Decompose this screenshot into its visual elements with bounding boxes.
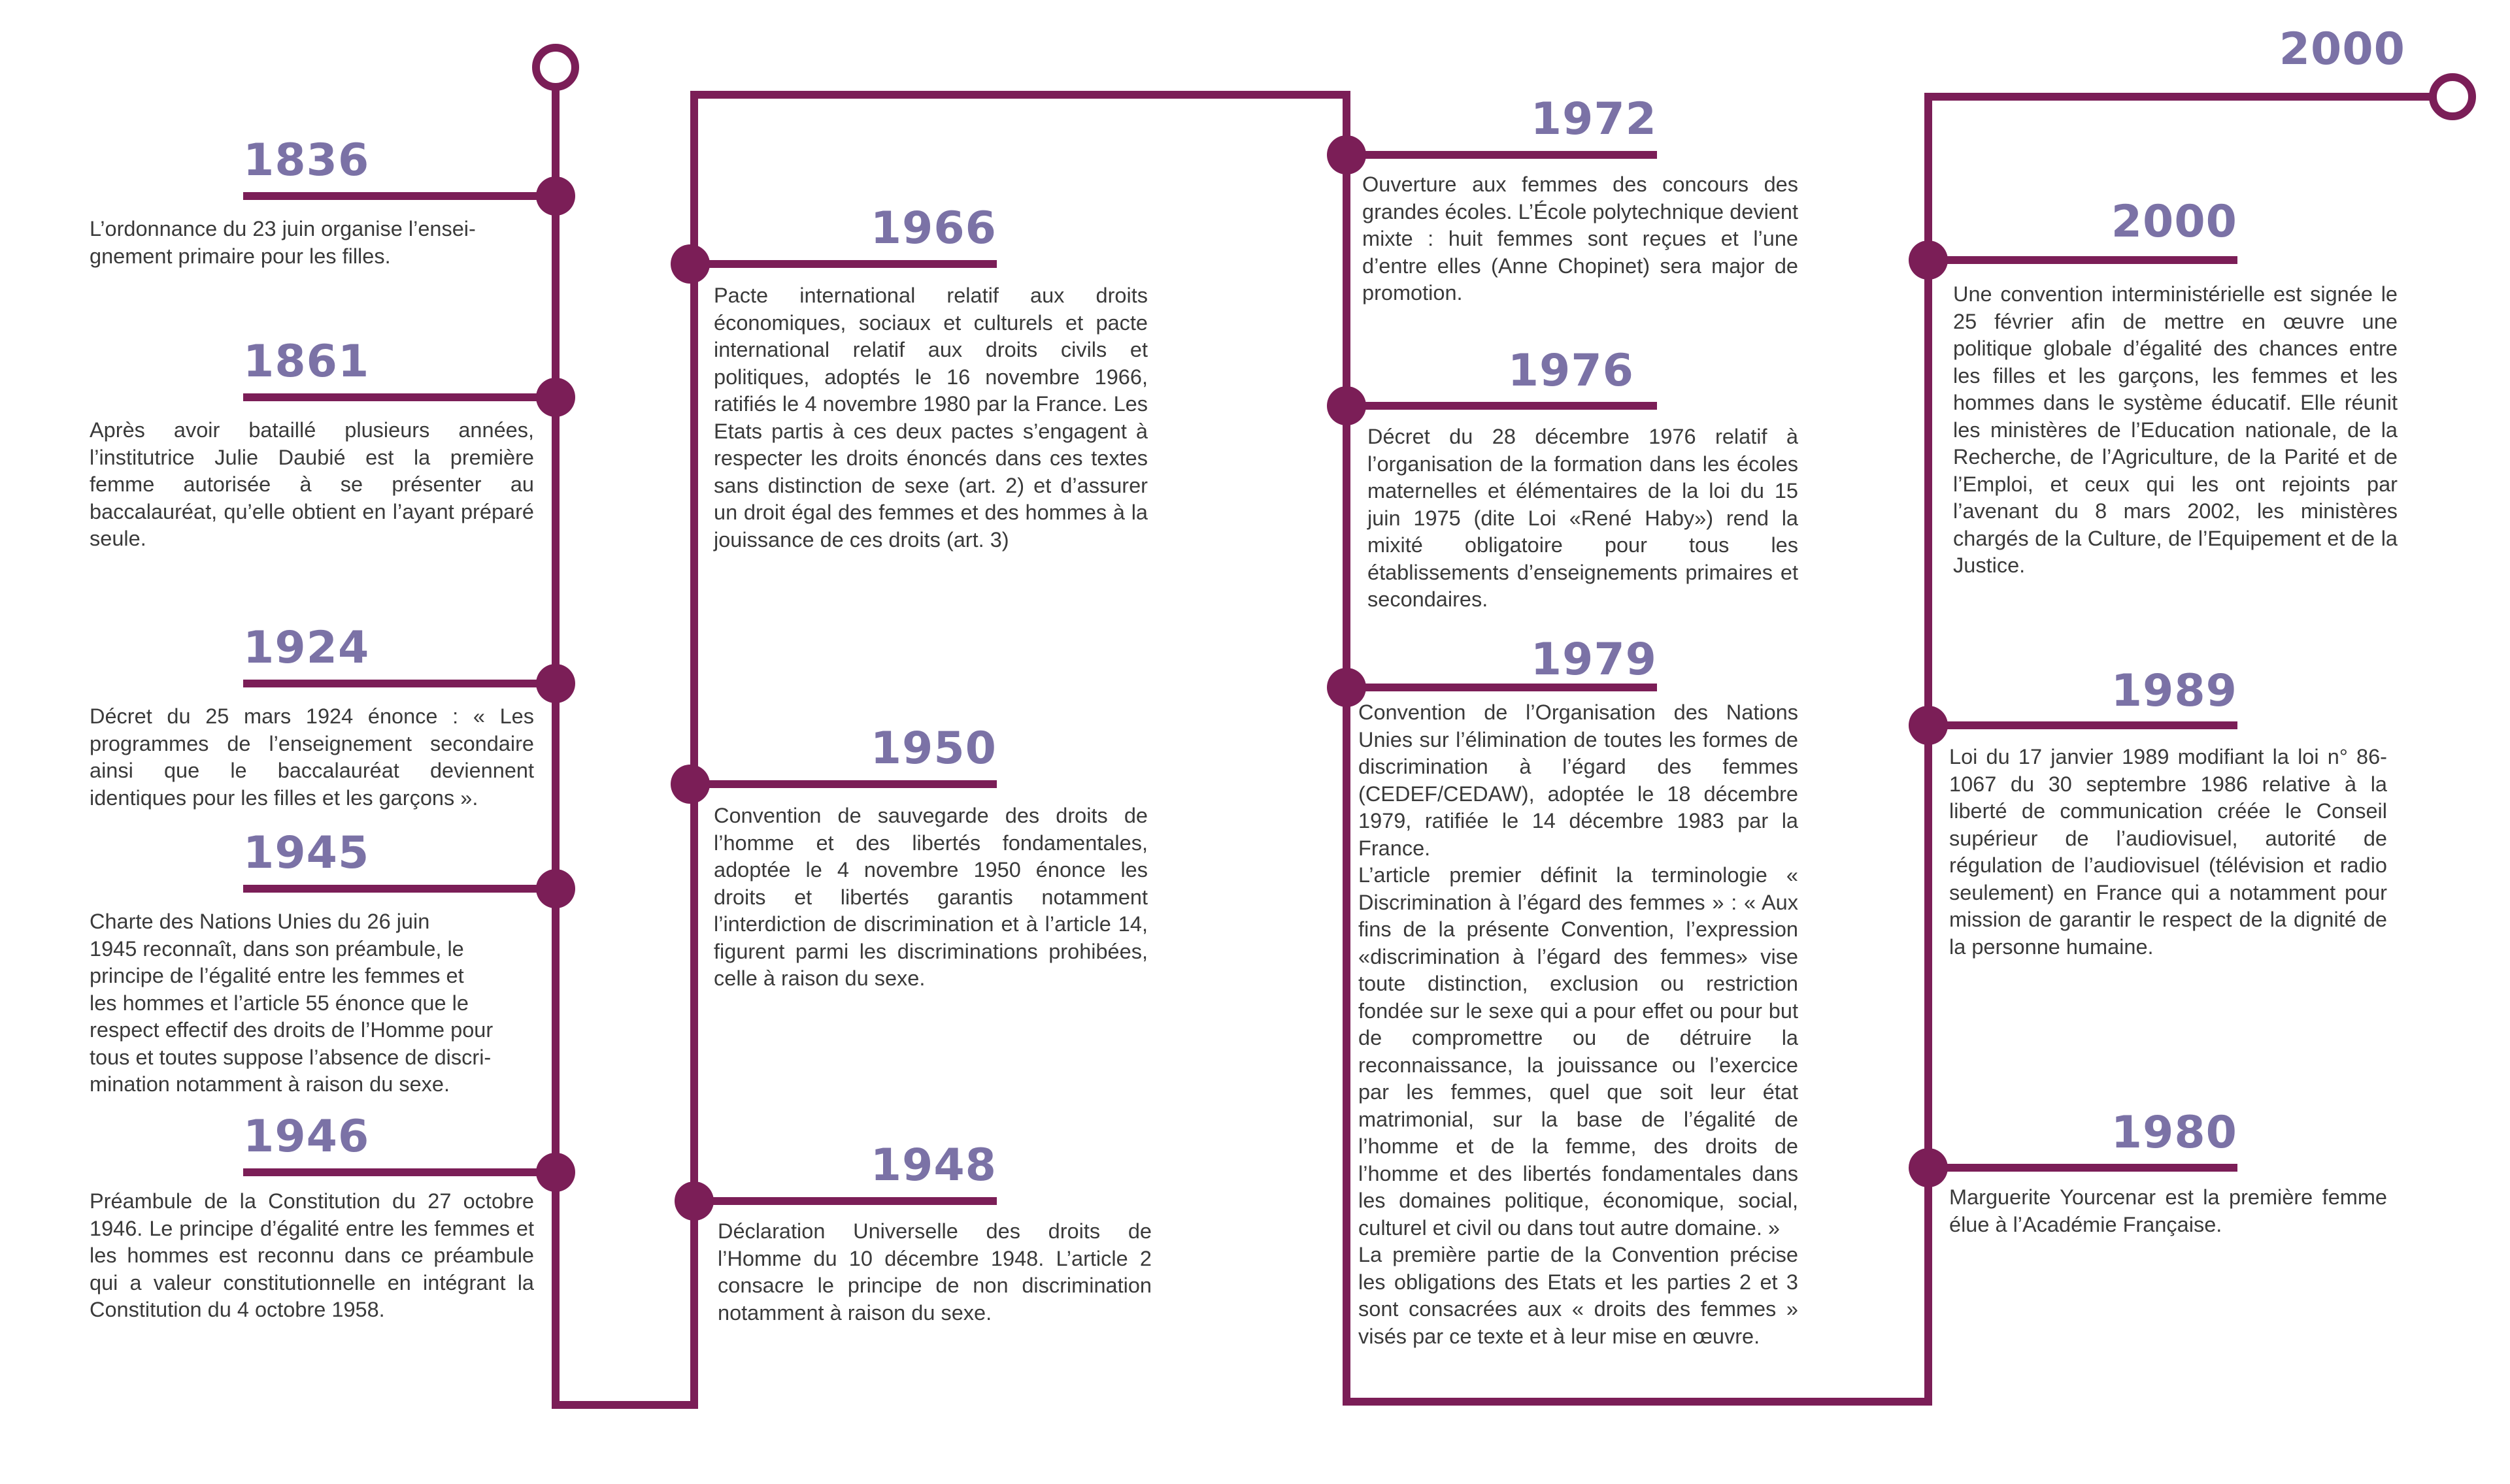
event-year: 1989 xyxy=(2111,665,2237,717)
dot-1972 xyxy=(1327,135,1366,174)
dot-1950 xyxy=(671,765,710,804)
event-year: 1976 xyxy=(1507,345,1634,397)
timeline-end-marker xyxy=(2433,77,2472,116)
event-description: Pacte international relatif aux droits économiques, sociaux et culturels et pacte international relatif aux droits civils et politiques, adoptés le 16 novembre 1966, ratifiés le 4 novembre 1980 par la France. Les Etats partis à ces deux pactes s’engagent à respecter les droits énoncés dans ces textes sans distinction de sexe (art. 2) et d’assurer un droit égal des femmes et des hommes à la jouissance de ces droits (art. 3) xyxy=(714,284,1148,552)
event-description: Loi du 17 janvier 1989 modifiant la loi n° 86-1067 du 30 septembre 1986 relative à la liberté de communication créée le Conseil supérieur de l’audiovisuel, autorité de régulation de l’audiovisuel (télévision et radio seulement) en France qui a notamment pour mission de garantir le respect de la dignité de la personne humaine. xyxy=(1949,745,2387,959)
event-year: 1924 xyxy=(243,622,370,674)
event-year: 1979 xyxy=(1530,634,1657,685)
event-description: Préambule de la Constitution du 27 octobre 1946. Le principe d’égalité entre les femmes et les hommes est reconnu dans ce préambule qui a valeur constitutionnelle en intégrant la Constitution du 4 octobre 1958. xyxy=(90,1189,534,1321)
dot-2000 xyxy=(1909,240,1948,280)
event-description: Une convention interministérielle est signée le 25 février afin de mettre en œuvre une politique globale d’égalité des chances entre les filles et les garçons, les femmes et les hommes dans le système éducatif. Elle réunit les ministères de l’Education nationale, de la Recherche, de l’Agriculture, de la Parité et de l’Emploi, et ceux qui les ont rejoints par l’avenant du 8 mars 2002, les ministères chargés de la Culture, de l’Equipement et de la Justice. xyxy=(1953,282,2398,577)
event-year: 1966 xyxy=(870,203,997,254)
dot-1980 xyxy=(1909,1148,1948,1187)
dot-1966 xyxy=(671,244,710,284)
event-description: Décret du 28 décembre 1976 relatif à l’organisation de la formation dans les écoles maternelles et élémentaires de la loi du 15 juin 1975 (dite Loi «René Haby») rend la mixité obligatoire pour tous les établissements d’enseignements primaires et secondaires. xyxy=(1367,425,1798,611)
dot-1836 xyxy=(536,176,575,216)
event-year: 1946 xyxy=(243,1111,370,1162)
event-description: Convention de l’Organisation des Nations Unies sur l’élimination de toutes les formes de discrimination à l’égard des femmes (CEDEF/CEDAW), adoptée le 18 décembre 1979, ratifiée le 14 décembre 1983 par la France. L’article premier définit la terminologie « Discrimination à l’égard des femmes » : « Aux fins de la présente Convention, l’expression «discrimination à l’égard des femmes» vise toute distinction, exclusion ou restriction fondée sur le sexe qui a pour effet ou pour but de compromettre ou de détruire la reconnaissance, la jouissance ou l’exercice par les femmes, quel que soit leur état matrimonial, sur la base de l’égalité de l’homme et de la femme, des droits de l’homme et des libertés fondamentales dans les domaines politique, économique, social, culturel et civil ou dans tout autre domaine. » La première partie de la Convention précise les obligations des Etats et les parties 2 et 3 sont consacrées aux « droits des femmes » visés par ce texte et à leur mise en œuvre. xyxy=(1358,701,1798,1348)
dot-1924 xyxy=(536,664,575,703)
event-description: Décret du 25 mars 1924 énonce : « Les programmes de l’enseignement secondaire ainsi que le baccalauréat deviennent identiques pour les filles et les garçons ». xyxy=(90,704,534,810)
event-year: 1948 xyxy=(870,1140,997,1191)
dot-1989 xyxy=(1909,706,1948,745)
dot-1948 xyxy=(675,1181,714,1221)
event-description: Ouverture aux femmes des concours des grandes écoles. L’École polytechnique devient mixte : huit femmes sont reçues et l’une d’entre elles (Anne Chopinet) sera major de promotion. xyxy=(1362,173,1798,305)
dot-1946 xyxy=(536,1153,575,1192)
event-year: 1836 xyxy=(243,135,370,186)
event-year: 1950 xyxy=(870,723,997,774)
event-description: Déclaration Universelle des droits de l’Homme du 10 décembre 1948. L’article 2 consacre le principe de non discrimination notamment à raison du sexe. xyxy=(718,1219,1152,1325)
dot-1861 xyxy=(536,378,575,417)
event-description: Marguerite Yourcenar est la première femme élue à l’Académie Française. xyxy=(1949,1185,2387,1236)
event-description: Convention de sauvegarde des droits de l’homme et des libertés fondamentales, adoptée le 4 novembre 1950 énonce les droits et libertés garantis notamment l’interdiction de discrimination et à l’article 14, figurent parmi les discriminations prohibées, celle à raison du sexe. xyxy=(714,804,1148,990)
event-year: 1945 xyxy=(243,827,370,879)
event-description: L’ordonnance du 23 juin organise l’ensei- gnement primaire pour les filles. xyxy=(90,217,476,268)
dot-1945 xyxy=(536,869,575,908)
event-year: 1980 xyxy=(2111,1107,2237,1159)
event-year: 2000 xyxy=(2111,196,2237,248)
event-year: 1861 xyxy=(243,336,370,387)
event-description: Après avoir bataillé plusieurs années, l’institutrice Julie Daubié est la première femme autorisée à se présenter au baccalauréat, qu’elle obtient en l’ayant préparé seule. xyxy=(90,418,534,550)
event-year: 1972 xyxy=(1530,93,1657,145)
event-description: Charte des Nations Unies du 26 juin 1945 reconnaît, dans son préambule, le principe de l’égalité entre les femmes et les hommes et l’article 55 énonce que le respect effectif des droits de l’Homme pour tous et toutes suppose l’absence de discri- mination notamment à raison du sexe. xyxy=(90,910,494,1096)
timeline-end-label: 2000 xyxy=(2279,24,2405,75)
timeline-start-marker xyxy=(536,48,575,87)
dot-1976 xyxy=(1327,386,1366,425)
